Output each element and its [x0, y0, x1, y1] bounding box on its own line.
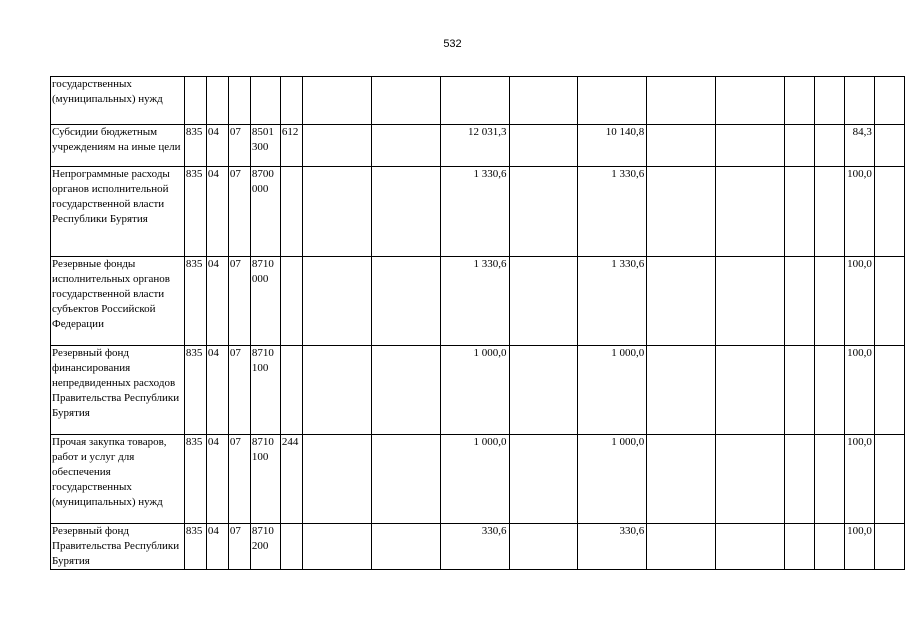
percent-cell — [844, 77, 874, 125]
empty-cell — [716, 524, 785, 570]
row-name-cell: государственных (муниципальных) нужд — [51, 77, 185, 125]
empty-cell — [509, 125, 578, 167]
empty-cell — [371, 524, 440, 570]
section-code-cell: 04 — [206, 125, 228, 167]
empty-cell — [874, 346, 904, 435]
empty-cell — [785, 524, 815, 570]
empty-cell — [302, 346, 371, 435]
admin-code-cell: 835 — [184, 257, 206, 346]
admin-code-cell — [184, 77, 206, 125]
empty-cell — [716, 257, 785, 346]
planned-amount-cell: 330,6 — [440, 524, 509, 570]
empty-cell — [302, 125, 371, 167]
empty-cell — [716, 435, 785, 524]
empty-cell — [785, 125, 815, 167]
empty-cell — [785, 346, 815, 435]
empty-cell — [302, 257, 371, 346]
expense-type-cell: 612 — [280, 125, 302, 167]
planned-amount-cell: 12 031,3 — [440, 125, 509, 167]
empty-cell — [647, 435, 716, 524]
subsection-code-cell: 07 — [228, 125, 250, 167]
empty-cell — [814, 257, 844, 346]
empty-cell — [647, 167, 716, 257]
empty-cell — [371, 167, 440, 257]
empty-cell — [509, 77, 578, 125]
empty-cell — [814, 346, 844, 435]
empty-cell — [874, 524, 904, 570]
empty-cell — [371, 125, 440, 167]
empty-cell — [785, 167, 815, 257]
empty-cell — [647, 77, 716, 125]
subsection-code-cell: 07 — [228, 346, 250, 435]
expense-type-cell: 244 — [280, 435, 302, 524]
section-code-cell: 04 — [206, 524, 228, 570]
empty-cell — [302, 167, 371, 257]
section-code-cell — [206, 77, 228, 125]
admin-code-cell: 835 — [184, 125, 206, 167]
percent-cell: 84,3 — [844, 125, 874, 167]
actual-amount-cell: 10 140,8 — [578, 125, 647, 167]
row-name-cell: Прочая закупка товаров, работ и услуг для обеспечения государственных (муниципальных) нужд — [51, 435, 185, 524]
empty-cell — [716, 346, 785, 435]
admin-code-cell: 835 — [184, 435, 206, 524]
target-article-cell: 8710 100 — [250, 435, 280, 524]
empty-cell — [814, 167, 844, 257]
admin-code-cell: 835 — [184, 524, 206, 570]
subsection-code-cell: 07 — [228, 524, 250, 570]
table-row — [51, 167, 905, 257]
subsection-code-cell: 07 — [228, 257, 250, 346]
target-article-cell: 8710 100 — [250, 346, 280, 435]
empty-cell — [874, 167, 904, 257]
empty-cell — [716, 77, 785, 125]
planned-amount-cell: 1 330,6 — [440, 257, 509, 346]
row-name-cell: Субсидии бюджетным учреждениям на иные цели — [51, 125, 185, 167]
empty-cell — [509, 257, 578, 346]
empty-cell — [647, 524, 716, 570]
target-article-cell: 8501 300 — [250, 125, 280, 167]
actual-amount-cell — [578, 77, 647, 125]
empty-cell — [302, 77, 371, 125]
empty-cell — [814, 524, 844, 570]
actual-amount-cell: 1 330,6 — [578, 167, 647, 257]
table-row — [51, 125, 905, 167]
actual-amount-cell: 1 000,0 — [578, 346, 647, 435]
expense-type-cell — [280, 77, 302, 125]
planned-amount-cell: 1 000,0 — [440, 435, 509, 524]
row-name-cell: Непрограммные расходы органов исполнительной государственной власти Республики Бурятия — [51, 167, 185, 257]
empty-cell — [874, 125, 904, 167]
actual-amount-cell: 330,6 — [578, 524, 647, 570]
empty-cell — [814, 125, 844, 167]
section-code-cell: 04 — [206, 346, 228, 435]
empty-cell — [371, 435, 440, 524]
empty-cell — [874, 257, 904, 346]
row-name-cell: Резервные фонды исполнительных органов государственной власти субъектов Российской Федерации — [51, 257, 185, 346]
empty-cell — [647, 125, 716, 167]
empty-cell — [785, 77, 815, 125]
empty-cell — [509, 435, 578, 524]
row-name-cell: Резервный фонд Правительства Республики Бурятия — [51, 524, 185, 570]
planned-amount-cell: 1 000,0 — [440, 346, 509, 435]
percent-cell: 100,0 — [844, 167, 874, 257]
empty-cell — [647, 346, 716, 435]
expense-type-cell — [280, 346, 302, 435]
planned-amount-cell — [440, 77, 509, 125]
empty-cell — [814, 435, 844, 524]
percent-cell: 100,0 — [844, 346, 874, 435]
target-article-cell: 8710 200 — [250, 524, 280, 570]
percent-cell: 100,0 — [844, 524, 874, 570]
expense-type-cell — [280, 167, 302, 257]
page-number: 532 — [443, 38, 462, 50]
table-row — [51, 77, 905, 125]
planned-amount-cell: 1 330,6 — [440, 167, 509, 257]
target-article-cell: 8700 000 — [250, 167, 280, 257]
empty-cell — [302, 435, 371, 524]
expense-type-cell — [280, 257, 302, 346]
empty-cell — [785, 435, 815, 524]
empty-cell — [874, 435, 904, 524]
actual-amount-cell: 1 000,0 — [578, 435, 647, 524]
table-row — [51, 524, 905, 570]
section-code-cell: 04 — [206, 257, 228, 346]
subsection-code-cell: 07 — [228, 167, 250, 257]
empty-cell — [509, 167, 578, 257]
section-code-cell: 04 — [206, 167, 228, 257]
empty-cell — [509, 524, 578, 570]
empty-cell — [371, 346, 440, 435]
row-name-cell: Резервный фонд финансирования непредвиденных расходов Правительства Республики Бурятия — [51, 346, 185, 435]
empty-cell — [371, 257, 440, 346]
subsection-code-cell: 07 — [228, 435, 250, 524]
target-article-cell: 8710 000 — [250, 257, 280, 346]
empty-cell — [785, 257, 815, 346]
admin-code-cell: 835 — [184, 346, 206, 435]
empty-cell — [716, 125, 785, 167]
empty-cell — [814, 77, 844, 125]
empty-cell — [647, 257, 716, 346]
subsection-code-cell — [228, 77, 250, 125]
empty-cell — [371, 77, 440, 125]
actual-amount-cell: 1 330,6 — [578, 257, 647, 346]
section-code-cell: 04 — [206, 435, 228, 524]
empty-cell — [874, 77, 904, 125]
admin-code-cell: 835 — [184, 167, 206, 257]
percent-cell: 100,0 — [844, 257, 874, 346]
table-row — [51, 346, 905, 435]
expense-type-cell — [280, 524, 302, 570]
empty-cell — [509, 346, 578, 435]
table-row — [51, 257, 905, 346]
empty-cell — [716, 167, 785, 257]
percent-cell: 100,0 — [844, 435, 874, 524]
target-article-cell — [250, 77, 280, 125]
table-row — [51, 435, 905, 524]
budget-table — [50, 76, 905, 570]
empty-cell — [302, 524, 371, 570]
